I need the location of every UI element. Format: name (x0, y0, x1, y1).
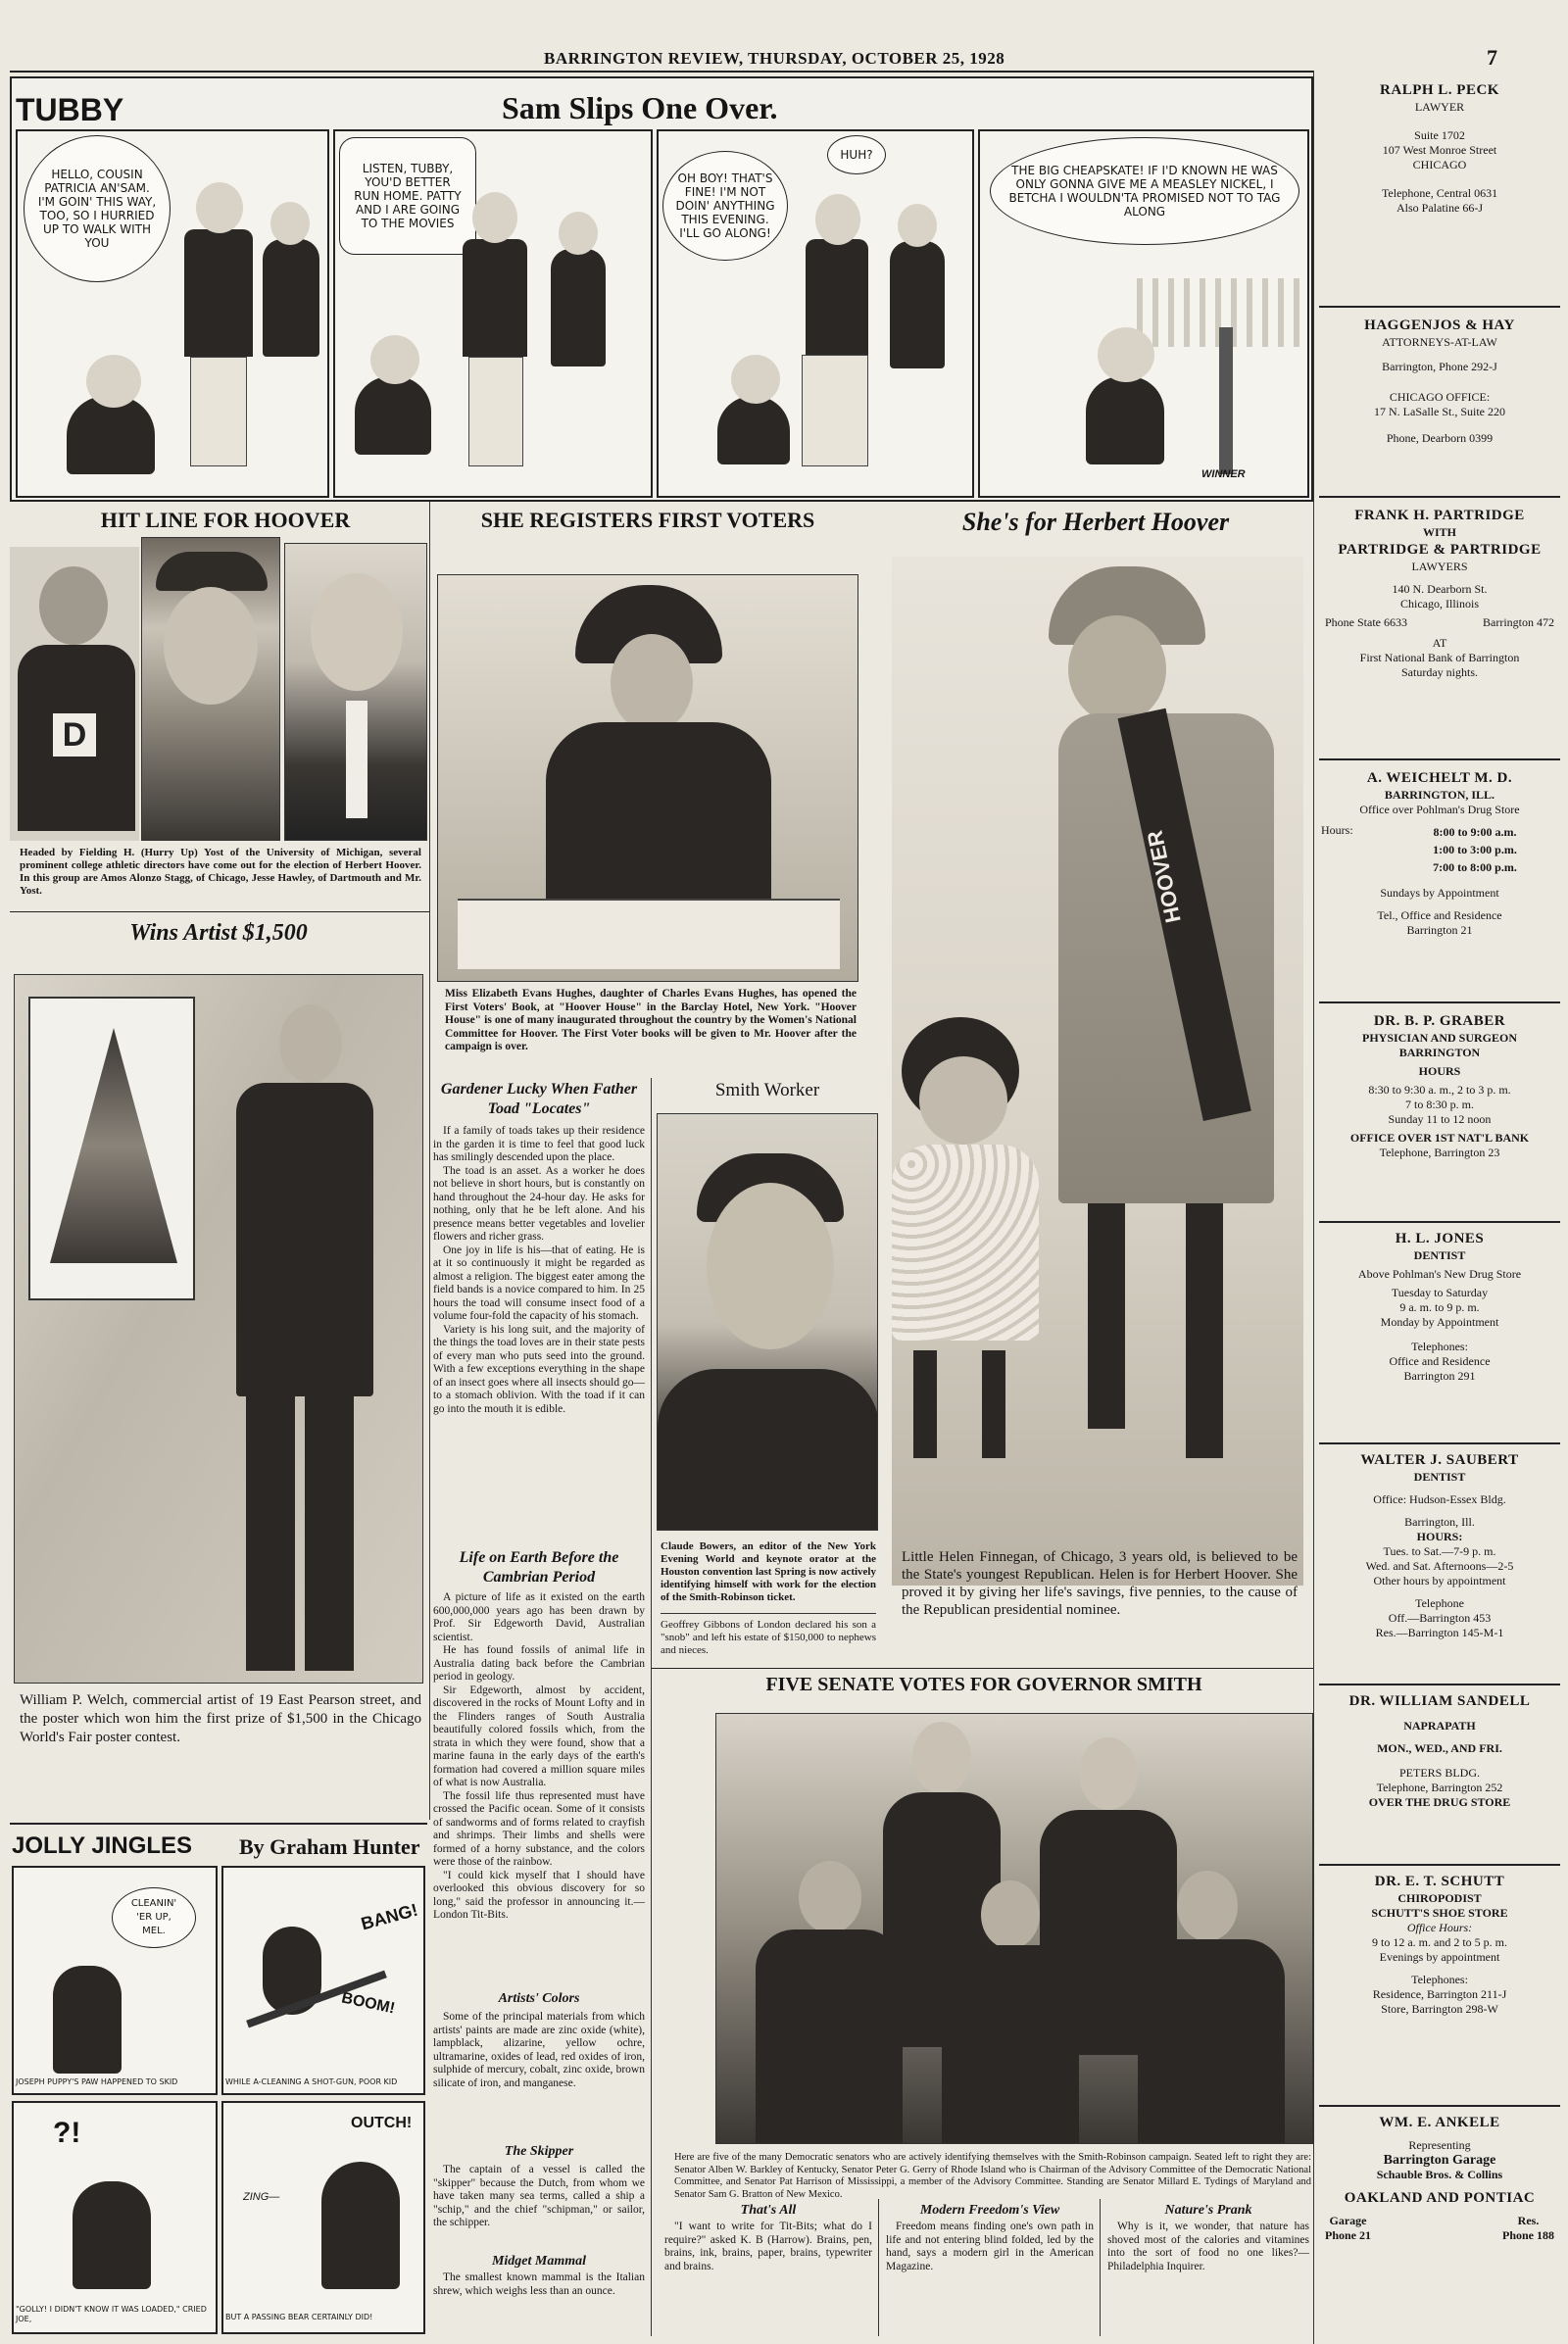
ad-schutt (1319, 1872, 1560, 2017)
ad-phone-row (1319, 2214, 1560, 2243)
ad-line: MON., WED., AND FRI. (1377, 1741, 1502, 1755)
coat (546, 722, 771, 918)
ad-name: WM. E. ANKELE (1379, 2115, 1500, 2130)
senators-photo (715, 1713, 1313, 2144)
tubby-figure (67, 396, 155, 474)
tubby-head (86, 355, 141, 408)
ad-line: HOURS (1418, 1064, 1461, 1078)
photo-hawley (141, 537, 280, 841)
child-leg (913, 1350, 937, 1458)
page-header (0, 29, 1568, 69)
ad-hours: 1:00 to 3:00 p.m. (1433, 843, 1517, 856)
section-heading: She's for Herbert Hoover (961, 508, 1230, 536)
ad-haggenjos-hay (1319, 316, 1560, 446)
ad-name: FRANK H. PARTRIDGE (1354, 508, 1525, 523)
ad-line: HOURS: (1416, 1530, 1463, 1543)
article-heading: The Skipper (504, 2144, 574, 2159)
ad-line: Residence, Barrington 211-J (1372, 1987, 1507, 2001)
ad-line: Telephone (1415, 1596, 1464, 1610)
column-rule (1100, 2199, 1101, 2336)
ad-phone-row (1319, 615, 1560, 630)
ad-line: Representing (1408, 2138, 1471, 2152)
ad-line: BARRINGTON (1398, 1046, 1481, 1059)
artist-head (279, 1004, 342, 1083)
ad-line: Phone State 6633 (1325, 615, 1407, 629)
brief-heading: Nature's Prank (1164, 2203, 1252, 2218)
photo-caption: Little Helen Finnegan, of Chicago, 3 years old, is believed to be the State's youngest Republican. Helen is for Herbert Hoover. She proved it by giving her life's savings, five pennies, to the cause of the Republican presidential nominee. (902, 1549, 1298, 1618)
ad-line: Garage (1329, 2214, 1367, 2227)
ad-divider (1319, 1684, 1560, 1685)
ad-graber (1319, 1011, 1560, 1160)
voters-photo (437, 574, 858, 982)
section-heading: FIVE SENATE VOTES FOR GOVERNOR SMITH (765, 1674, 1202, 1695)
patricia-figure (551, 249, 606, 366)
comic-panel-3 (657, 129, 974, 498)
sam-trousers (468, 357, 523, 466)
ad-ankele (1319, 2113, 1560, 2243)
ad-line: Chicago, Illinois (1400, 597, 1479, 610)
ad-line: OFFICE OVER 1ST NAT'L BANK (1349, 1131, 1530, 1145)
sash-lettering: HOOVER (1142, 828, 1186, 925)
comic-panel-2 (333, 129, 653, 498)
ad-line: Schauble Bros. & Collins (1376, 2168, 1503, 2181)
header-rule (10, 71, 1313, 73)
ad-line: Telephone, Barrington 252 (1376, 1781, 1503, 1794)
professional-directory (1319, 74, 1560, 2334)
column-rule (1313, 71, 1314, 2344)
jolly-jingles (10, 1823, 427, 2336)
artist-suit (236, 1083, 373, 1396)
ad-line: 107 West Monroe Street (1382, 143, 1497, 157)
patricia-figure (263, 239, 319, 357)
shirt-collar (346, 701, 368, 818)
photo-caption: Miss Elizabeth Evans Hughes, daughter of Charles Evans Hughes, has opened the First Voters' Book, at "Hoover House" in the Barclay Hotel, New York. "Hoover House" is one of many inaugurated throughout the country by the Women's National Committee for Hoover. The First Voter books will be given to Mr. Hoover after the campaign is over. (445, 988, 857, 1052)
ad-divider (1319, 1221, 1560, 1223)
article-heading: Life on Earth Before the Cambrian Period (459, 1549, 619, 1586)
ad-line: LAWYERS (1411, 560, 1468, 573)
brief-heading: That's All (740, 2203, 797, 2218)
ad-line: Phone 188 (1501, 2228, 1554, 2242)
child-leg (982, 1350, 1005, 1458)
senator-suit (942, 1945, 1079, 2144)
paragraph: "I could kick myself that I should have overlooked this obvious discovery for so long," said the professor in announcing it.—London Tit-Bits. (433, 1869, 645, 1921)
jingle-panel-4 (221, 2101, 425, 2334)
senator-face (981, 1880, 1040, 1949)
paragraph: One joy in life is his—that of eating. He is at it so continuously it might be regarded as almost a religion. The biggest eater among the field bands is a novice compared to him. In 25 hours the toad will consume insect food of a volume four-fold the capacity of his stomach. (433, 1244, 645, 1322)
smith-worker-section (655, 1078, 880, 1666)
herbert-hoover-section (882, 508, 1309, 1664)
face (707, 1183, 834, 1349)
ad-name: H. L. JONES (1395, 1231, 1485, 1246)
artist-signature: WINNER (1201, 468, 1246, 480)
ad-ralph-peck (1319, 80, 1560, 216)
article-body (433, 1591, 645, 1923)
helen-photo (892, 557, 1303, 1586)
sam-figure (184, 229, 253, 357)
news-brief: Geoffrey Gibbons of London declared his son a "snob" and left his estate of $150,000 to nephews and nieces. (661, 1619, 876, 1656)
ad-line: Barrington, Ill. (1404, 1515, 1475, 1529)
ad-line: Office Hours: (1406, 1921, 1473, 1934)
ad-line: Tuesday to Saturday (1391, 1286, 1489, 1299)
first-voters-book (458, 899, 840, 969)
paragraph: Sir Edgeworth, almost by accident, discovered in the rocks of Mount Lofty and in the Flinders ranges of South Australia beautifully colored fossils which, from the strata in which they were found, show that a marine fauna in the early days of the earth's formation had covered a million square miles of what is now Australia. (433, 1684, 645, 1788)
ad-line: ATTORNEYS-AT-LAW (1382, 335, 1497, 349)
sound-effect: ZING— (243, 2191, 280, 2203)
ad-line: Evenings by appointment (1379, 1950, 1500, 1964)
artist-leg (246, 1396, 295, 1671)
tubby-figure (1086, 376, 1164, 464)
ad-name: A. WEICHELT M. D. (1366, 770, 1513, 786)
cap (156, 552, 268, 591)
senator-face (799, 1861, 861, 1933)
jingle-panel-3 (12, 2101, 218, 2334)
ad-line: OAKLAND AND PONTIAC (1344, 2190, 1536, 2206)
article-body (433, 1125, 645, 1416)
sam-trousers (190, 357, 247, 466)
ad-divider (1319, 496, 1560, 498)
photo-yost (284, 543, 427, 841)
brief-thats-all (664, 2201, 872, 2273)
child-dress (892, 1145, 1039, 1341)
bowers-photo (657, 1113, 878, 1531)
tubby-head (1098, 327, 1154, 382)
ad-line: CHICAGO OFFICE: (1389, 390, 1491, 404)
panel-caption: BUT A PASSING BEAR CERTAINLY DID! (225, 2313, 373, 2321)
ad-name: RALPH L. PECK (1380, 82, 1499, 98)
ad-line: Res.—Barrington 145-M-1 (1375, 1626, 1504, 1639)
ad-name: DR. WILLIAM SANDELL (1348, 1693, 1531, 1709)
ad-divider (1319, 1001, 1560, 1003)
ad-line: Tel., Office and Residence (1377, 908, 1502, 922)
ad-line: PHYSICIAN AND SURGEON (1361, 1031, 1518, 1045)
ad-line: Office over Pohlman's Drug Store (1359, 803, 1520, 816)
ad-line: BARRINGTON, ILL. (1384, 788, 1495, 802)
article-heading: Artists' Colors (498, 1991, 580, 2006)
jingle-panel-2 (221, 1866, 425, 2095)
comic-strip (10, 76, 1313, 502)
ad-name: DR. E. T. SCHUTT (1374, 1874, 1505, 1889)
ad-line: Phone, Dearborn 0399 (1386, 431, 1494, 445)
paragraph: Some of the principal materials from which artists' paints are made are zinc oxide (white), lampblack, alizarine, yellow ochre, ultramarine, oxides of lead, red oxides of iron, sulphide of mercury, cobalt, zinc oxide, brown silicate of iron, and manganese. (433, 2011, 645, 2089)
brief-body: Why is it, we wonder, that nature has shoved most of the calories and vitamines into the sort of food no one likes?—Philadelphia Inquirer. (1107, 2221, 1309, 2272)
photo-stagg (10, 547, 139, 841)
ad-line: Off.—Barrington 453 (1388, 1611, 1492, 1625)
ad-line: Barrington Garage (1383, 2153, 1496, 2168)
woman-leg (1088, 1203, 1125, 1429)
ad-line: Barrington 21 (1406, 923, 1473, 937)
senator-suit (1138, 1939, 1285, 2144)
panel-caption: "GOLLY! I DIDN'T KNOW IT WAS LOADED," CRIED JOE, (16, 2305, 207, 2323)
ad-line: Saturday nights. (1401, 665, 1478, 679)
ad-line: 17 N. LaSalle St., Suite 220 (1374, 405, 1505, 418)
prize-poster (28, 997, 195, 1300)
speech-bubble: THE BIG CHEAPSKATE! IF I'D KNOWN HE WAS ONLY GONNA GIVE ME A MEASLEY NICKEL, I BETCHA I WOULDN'TA PROMISED NOT TO TAG ALONG (990, 137, 1299, 245)
ad-line: Above Pohlman's New Drug Store (1357, 1267, 1522, 1281)
brief-freedom (886, 2201, 1094, 2273)
photo-caption: William P. Welch, commercial artist of 19 East Pearson street, and the poster which won him the first prize of $1,500 in the Chicago World's Fair poster contest. (20, 1692, 421, 1745)
ad-weichelt (1319, 768, 1560, 938)
ad-divider (1319, 1864, 1560, 1866)
photo-caption: Here are five of the many Democratic senators who are actively identifying themselves with the Smith-Robinson campaign. Seated left to right they are: Senator Alben W. Barkley of Kentucky, Senator Peter G. Gerry of Rhode Island who is Chairman of the Advisory Committee of the Democratic National Committee, and Senator Pat Harrison of Mississippi, a member of the Advisory Committee. Standing are Senator Millard E. Tydings of Maryland and Senator Sam G. Bratton of New Mexico. (674, 2152, 1311, 2200)
tubby-head (731, 355, 780, 404)
photo-caption: Headed by Fielding H. (Hurry Up) Yost of the University of Michigan, several prominent college athletic directors have come out for the election of Herbert Hoover. In this group are Amos Alonzo Stagg, of Chicago, Jesse Hawley, of Dartmouth and Mr. Yost. (20, 847, 421, 897)
face (164, 587, 258, 705)
artist-photo (14, 974, 423, 1684)
ad-line: 7 to 8:30 p. m. (1404, 1098, 1474, 1111)
paragraph: The toad is an asset. As a worker he does not believe in short hours, but is constantly on hand throughout the 24-hour day. He asks for nothing, only that he be left alone. And his presence means better vegetables and lovelier flowers and richer grass. (433, 1164, 645, 1243)
face (311, 573, 403, 691)
paragraph: Variety is his long suit, and the majority of the things the toad loves are in their state pests of every man who puts seed into the ground. With a few exceptions everything in the shape of an insect goes where all insects should go—to a stomach oblivion. With the toad if it can go into the mouth it is edible. (433, 1323, 645, 1415)
section-heading: HIT LINE FOR HOOVER (100, 508, 351, 532)
ad-name: WALTER J. SAUBERT (1360, 1452, 1519, 1468)
paragraph: The smallest known mammal is the Italian shrew, which weighs less than an ounce. (433, 2271, 645, 2297)
face (39, 566, 108, 645)
senator-face (1079, 1737, 1138, 1810)
sam-figure (463, 239, 527, 357)
suit (658, 1369, 878, 1531)
ad-line: Sundays by Appointment (1380, 886, 1499, 900)
article-heading: Midget Mammal (491, 2254, 587, 2269)
ad-line: DENTIST (1413, 1470, 1466, 1484)
paragraph: He has found fossils of animal life in Australia dating back before the Cambrian period in geology. (433, 1644, 645, 1683)
column-rule (878, 2199, 879, 2336)
ad-hours-block (1319, 823, 1560, 876)
article-column (431, 1078, 647, 2322)
ad-frank-partridge (1319, 506, 1560, 680)
ad-jones (1319, 1229, 1560, 1384)
ad-line: AT (1432, 636, 1447, 650)
ad-line: Monday by Appointment (1380, 1315, 1499, 1329)
speech-bubble: CLEANIN' 'ER UP, MEL. (112, 1887, 196, 1948)
ad-line: SCHUTT'S SHOE STORE (1371, 1906, 1508, 1920)
photo-caption: Claude Bowers, an editor of the New York Evening World and keynote orator at the Houston convention last Spring is now actively identifying himself with work for the election of the Smith-Robinson ticket. (661, 1540, 876, 1603)
face (611, 634, 693, 732)
ad-line: Suite 1702 (1414, 128, 1465, 142)
speech-bubble: LISTEN, TUBBY, YOU'D BETTER RUN HOME. PATTY AND I ARE GOING TO THE MOVIES (339, 137, 476, 255)
ad-name: HAGGENJOS & HAY (1364, 317, 1515, 333)
ad-divider (1319, 306, 1560, 308)
brief-prank (1107, 2201, 1309, 2273)
patricia-head (898, 204, 937, 247)
ad-line: LAWYER (1414, 100, 1465, 114)
sound-effect: BOOM! (339, 1989, 397, 2018)
comic-title: Sam Slips One Over. (502, 90, 778, 125)
section-heading: Smith Worker (714, 1080, 820, 1100)
artist-leg (305, 1396, 354, 1671)
ad-line: PETERS BLDG. (1398, 1766, 1480, 1780)
voters-section (431, 508, 864, 1076)
article-heading: Gardener Lucky When Father Toad "Locates" (440, 1081, 638, 1117)
sam-head (815, 194, 860, 245)
woman-leg (1186, 1203, 1223, 1458)
article-body (433, 2164, 645, 2230)
brief-heading: Modern Freedom's View (919, 2203, 1060, 2218)
divider (661, 1613, 876, 1614)
page-number: 7 (1487, 45, 1497, 70)
ad-line: OVER THE DRUG STORE (1368, 1795, 1511, 1809)
ad-name: DR. B. P. GRABER (1373, 1013, 1506, 1029)
ad-line: Wed. and Sat. Afternoons—2-5 (1365, 1559, 1514, 1573)
hoover-line-section (10, 508, 427, 909)
section-rule (10, 911, 429, 912)
section-heading: SHE REGISTERS FIRST VOTERS (480, 508, 815, 532)
ad-saubert (1319, 1450, 1560, 1640)
sam-head (196, 182, 243, 233)
ad-line: Barrington, Phone 292-J (1382, 360, 1497, 373)
ad-line: 8:30 to 9:30 a. m., 2 to 3 p. m. (1368, 1083, 1511, 1097)
poster-tower (50, 1028, 177, 1263)
ad-line: 9 to 12 a. m. and 2 to 5 p. m. (1372, 1935, 1507, 1949)
dog-figure (73, 2181, 151, 2289)
brief-body: "I want to write for Tit-Bits; what do I require?" asked K. B (Harrow). Brains, pen, brains, ink, brains, paper, brains, typewriter and brains. (664, 2221, 872, 2272)
ad-line: Res. (1517, 2214, 1540, 2227)
column-rule (429, 502, 430, 1820)
jingle-panel-1 (12, 1866, 218, 2095)
ad-divider (1319, 2105, 1560, 2107)
paragraph: A picture of life as it existed on the earth 600,000,000 years ago has been drawn by Prof. Sir Edgeworth David, Australian scientist. (433, 1591, 645, 1643)
ad-line: First National Bank of Barrington (1359, 651, 1520, 664)
sam-trousers (802, 355, 868, 466)
sound-effect: ?! (53, 2117, 81, 2149)
sound-effect: BANG! (359, 1899, 420, 1934)
ad-line: Office and Residence (1389, 1354, 1491, 1368)
senator-suit (756, 1929, 903, 2144)
ad-line: Telephone, Barrington 23 (1379, 1146, 1500, 1159)
patricia-figure (890, 241, 945, 368)
cartoon-title: JOLLY JINGLES (12, 1832, 193, 1859)
ad-sandell (1319, 1691, 1560, 1810)
ad-line: Also Palatine 66-J (1396, 201, 1483, 215)
artist-section (10, 915, 427, 1797)
section-heading: Wins Artist $1,500 (129, 920, 308, 946)
paragraph: The fossil life thus represented must have crossed the Pacific ocean. Some of it consists of sandworms and of forms related to crayfish and shrimps. Their limbs and shells were formed of a horny substance, and the colors were those of the rainbow. (433, 1789, 645, 1868)
ad-line: Barrington 472 (1483, 615, 1554, 629)
ad-line: WITH (1422, 525, 1456, 539)
ad-line: 9 a. m. to 9 p. m. (1399, 1300, 1480, 1314)
comic-strip-name: TUBBY (16, 92, 124, 127)
lamp-post (1219, 327, 1233, 474)
article-body (433, 2271, 645, 2298)
patricia-head (559, 212, 598, 255)
speech-bubble: OH BOY! THAT'S FINE! I'M NOT DOIN' ANYTHING THIS EVENING. I'LL GO ALONG! (662, 151, 788, 261)
senator-face (912, 1722, 971, 1794)
jersey-letter: D (53, 713, 96, 757)
article-body (433, 2011, 645, 2090)
ad-divider (1319, 758, 1560, 760)
ad-hours: 7:00 to 8:00 p.m. (1433, 860, 1517, 874)
panel-caption: WHILE A-CLEANING A SHOT-GUN, POOR KID (225, 2077, 398, 2086)
ad-line: Telephone, Central 0631 (1381, 186, 1498, 200)
tubby-figure (717, 396, 790, 464)
speech-bubble: HELLO, COUSIN PATRICIA AN'SAM. I'M GOIN' THIS WAY, TOO, SO I HURRIED UP TO WALK WITH YOU (24, 135, 171, 282)
column-rule (651, 1078, 652, 2336)
ad-line: Telephones: (1411, 1973, 1468, 1986)
dog-figure (53, 1966, 122, 2074)
tubby-head (370, 335, 419, 384)
section-rule (651, 1668, 1313, 1669)
sam-figure (806, 239, 868, 355)
ad-line: 140 N. Dearborn St. (1392, 582, 1488, 596)
woman-face (1068, 615, 1166, 723)
ad-line: Store, Barrington 298-W (1381, 2002, 1498, 2016)
ad-line: DENTIST (1413, 1248, 1466, 1262)
child-face (919, 1056, 1007, 1145)
ad-line: Sunday 11 to 12 noon (1388, 1112, 1492, 1126)
ad-line: Barrington 291 (1403, 1369, 1476, 1383)
ad-line: Telephones: (1411, 1340, 1468, 1353)
patricia-head (270, 202, 310, 245)
ad-line: CHIROPODIST (1397, 1891, 1482, 1905)
ad-line: Tues. to Sat.—7-9 p. m. (1383, 1544, 1496, 1558)
ad-line: NAPRAPATH (1403, 1719, 1476, 1733)
senator-face (1177, 1871, 1238, 1941)
bottom-briefs (655, 2199, 1313, 2336)
speech-bubble: HUH? (827, 135, 886, 174)
paragraph: The captain of a vessel is called the "skipper" because the Dutch, from whom we have taken many sea terms, called a ship a "schip," and the chief "schipman," or sailor, the schipper. (433, 2164, 645, 2228)
panel-caption: JOSEPH PUPPY'S PAW HAPPENED TO SKID (16, 2077, 178, 2086)
cartoon-byline: By Graham Hunter (239, 1834, 420, 1859)
ad-firm: PARTRIDGE & PARTRIDGE (1338, 542, 1542, 558)
sound-effect: OUTCH! (351, 2115, 413, 2131)
ad-line: Hours: (1321, 823, 1353, 837)
ad-divider (1319, 1442, 1560, 1444)
ad-line: Phone 21 (1325, 2228, 1372, 2242)
ad-line: Office: Hudson-Essex Bldg. (1373, 1492, 1506, 1506)
bear-figure (321, 2162, 400, 2289)
paragraph: If a family of toads takes up their residence in the garden it is time to feel that good luck has smilingly descended upon the place. (433, 1125, 645, 1163)
comic-panel-1 (16, 129, 329, 498)
comic-panel-4 (978, 129, 1309, 498)
ad-hours: 8:00 to 9:00 a.m. (1433, 825, 1517, 839)
sam-head (472, 192, 517, 243)
newspaper-masthead-line: BARRINGTON REVIEW, THURSDAY, OCTOBER 25, 1928 (544, 49, 1005, 68)
ad-line: Other hours by appointment (1373, 1574, 1506, 1587)
ad-line: CHICAGO (1412, 158, 1467, 171)
tubby-figure (355, 376, 431, 455)
brief-body: Freedom means finding one's own path in life and not entering blind folded, led by the hand, says a modern girl in the American Magazine. (886, 2221, 1094, 2272)
